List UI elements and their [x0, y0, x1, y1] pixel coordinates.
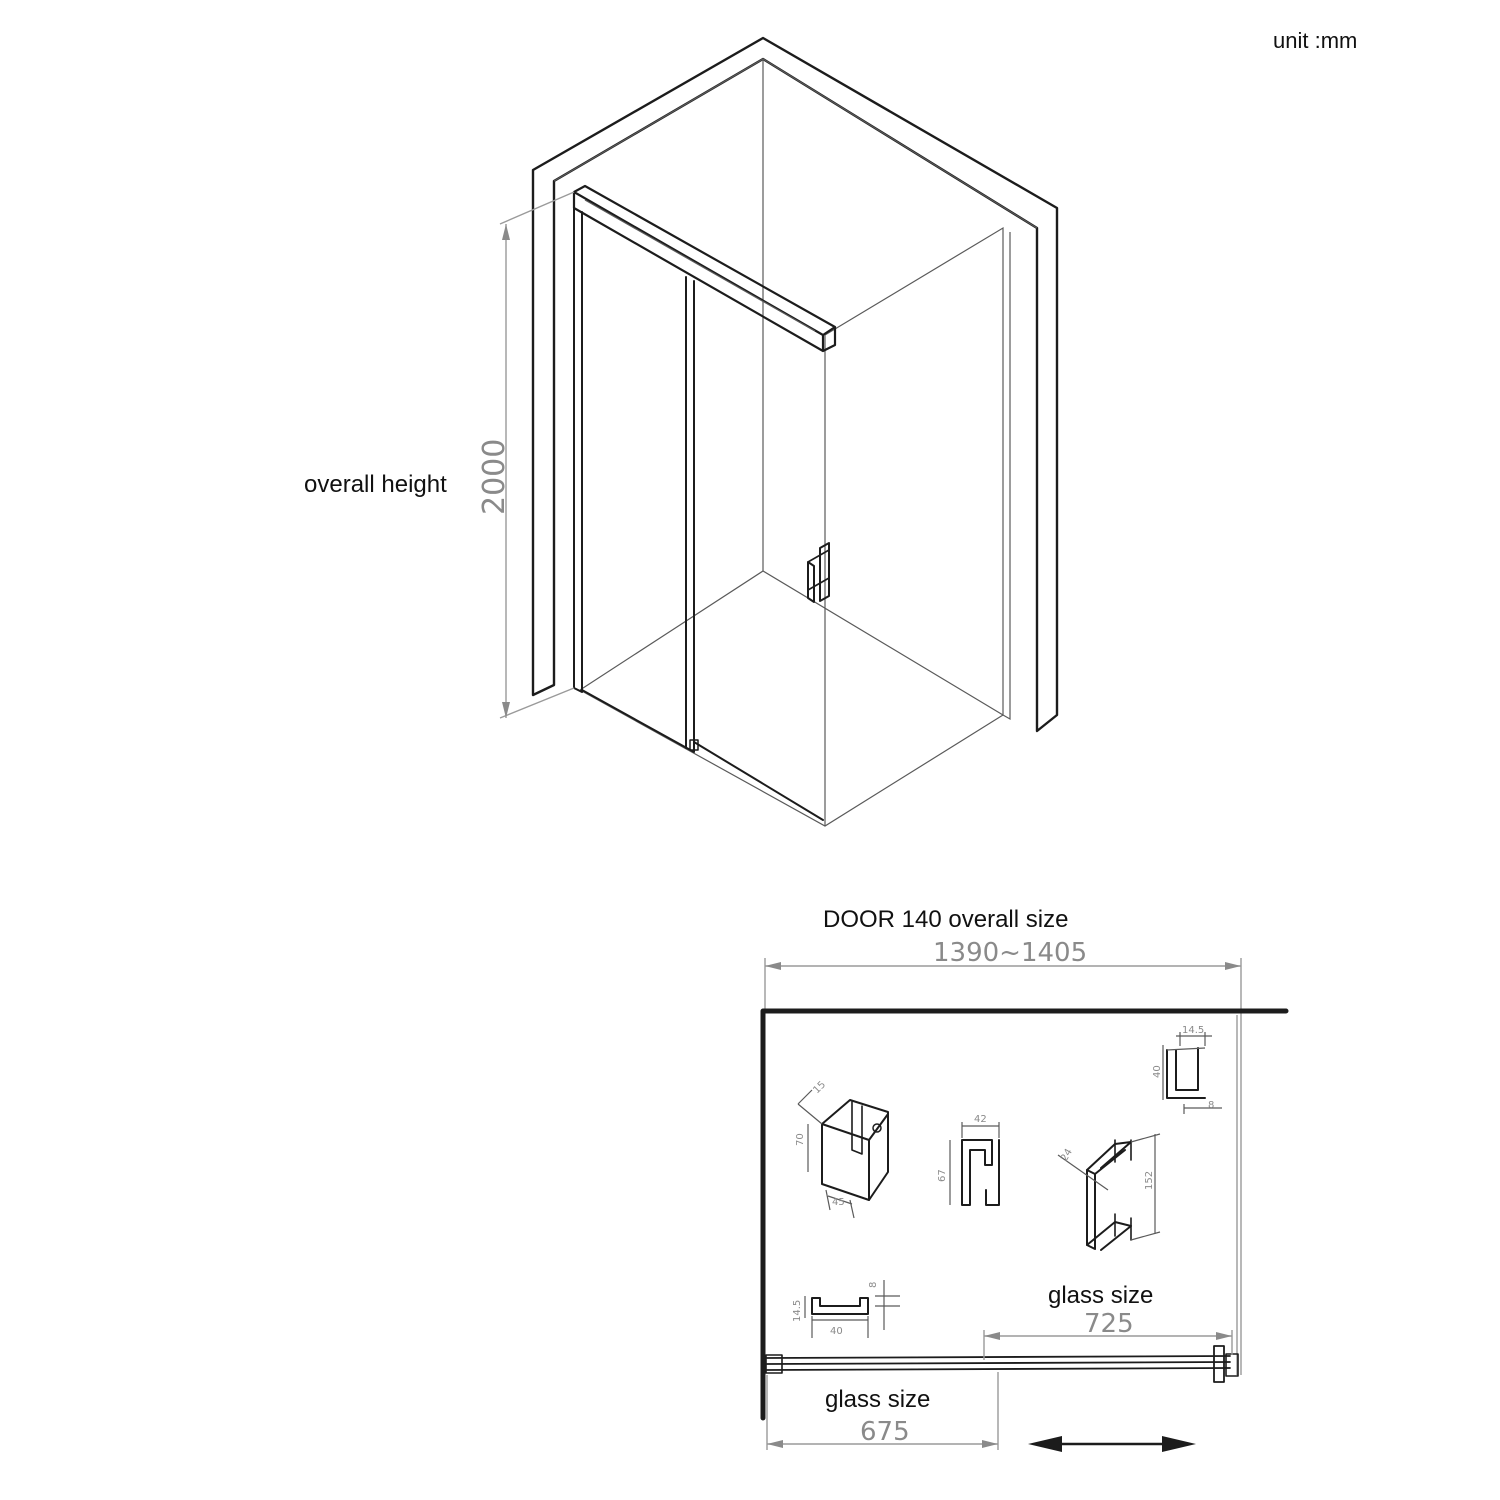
plan-view [763, 906, 1286, 1452]
svg-text:152: 152 [1144, 1170, 1155, 1190]
svg-text:15: 15 [811, 1079, 829, 1097]
svg-text:70: 70 [795, 1133, 806, 1146]
wall-outline [533, 38, 1057, 731]
glass-right-value: 725 [1084, 1309, 1134, 1339]
top-rail-detail [585, 200, 815, 331]
sliding-direction-arrow [1028, 1436, 1196, 1452]
svg-text:40: 40 [1152, 1065, 1163, 1078]
handle-detail [1058, 1134, 1160, 1250]
height-label: overall height [304, 471, 447, 498]
overall-dimension [765, 958, 1241, 1015]
overall-size-value: 1390~1405 [933, 938, 1088, 968]
wall-profile-detail [937, 1114, 999, 1205]
unit-label: unit :mm [1273, 28, 1358, 53]
svg-text:67: 67 [937, 1169, 948, 1182]
svg-text:8: 8 [1208, 1100, 1215, 1111]
glass-left-value: 675 [860, 1417, 910, 1447]
svg-text:8: 8 [868, 1281, 879, 1288]
roller-detail [795, 1079, 888, 1218]
glass-right-label: glass size [1048, 1282, 1154, 1309]
floor-guide-detail [792, 1280, 900, 1338]
top-guide-detail [1152, 1025, 1222, 1114]
svg-text:14.5: 14.5 [1182, 1025, 1205, 1036]
svg-text:42: 42 [974, 1114, 987, 1125]
handle-iso [808, 543, 829, 602]
svg-text:14.5: 14.5 [792, 1299, 803, 1322]
plan-title: DOOR 140 overall size [823, 906, 1069, 933]
isometric-view [304, 38, 1057, 826]
svg-text:40: 40 [830, 1326, 843, 1337]
floor-lines [580, 571, 1003, 826]
glass-rails [766, 1346, 1238, 1382]
fixed-panel [825, 228, 1010, 826]
svg-text:45: 45 [832, 1197, 845, 1208]
height-value: 2000 [477, 438, 512, 515]
sliding-door [582, 277, 823, 820]
plan-right-panel [1237, 1015, 1241, 1375]
svg-text:24: 24 [1059, 1146, 1075, 1164]
wall-profile [574, 208, 582, 692]
wall-inner-edge [554, 59, 1037, 571]
glass-left-label: glass size [825, 1386, 931, 1413]
